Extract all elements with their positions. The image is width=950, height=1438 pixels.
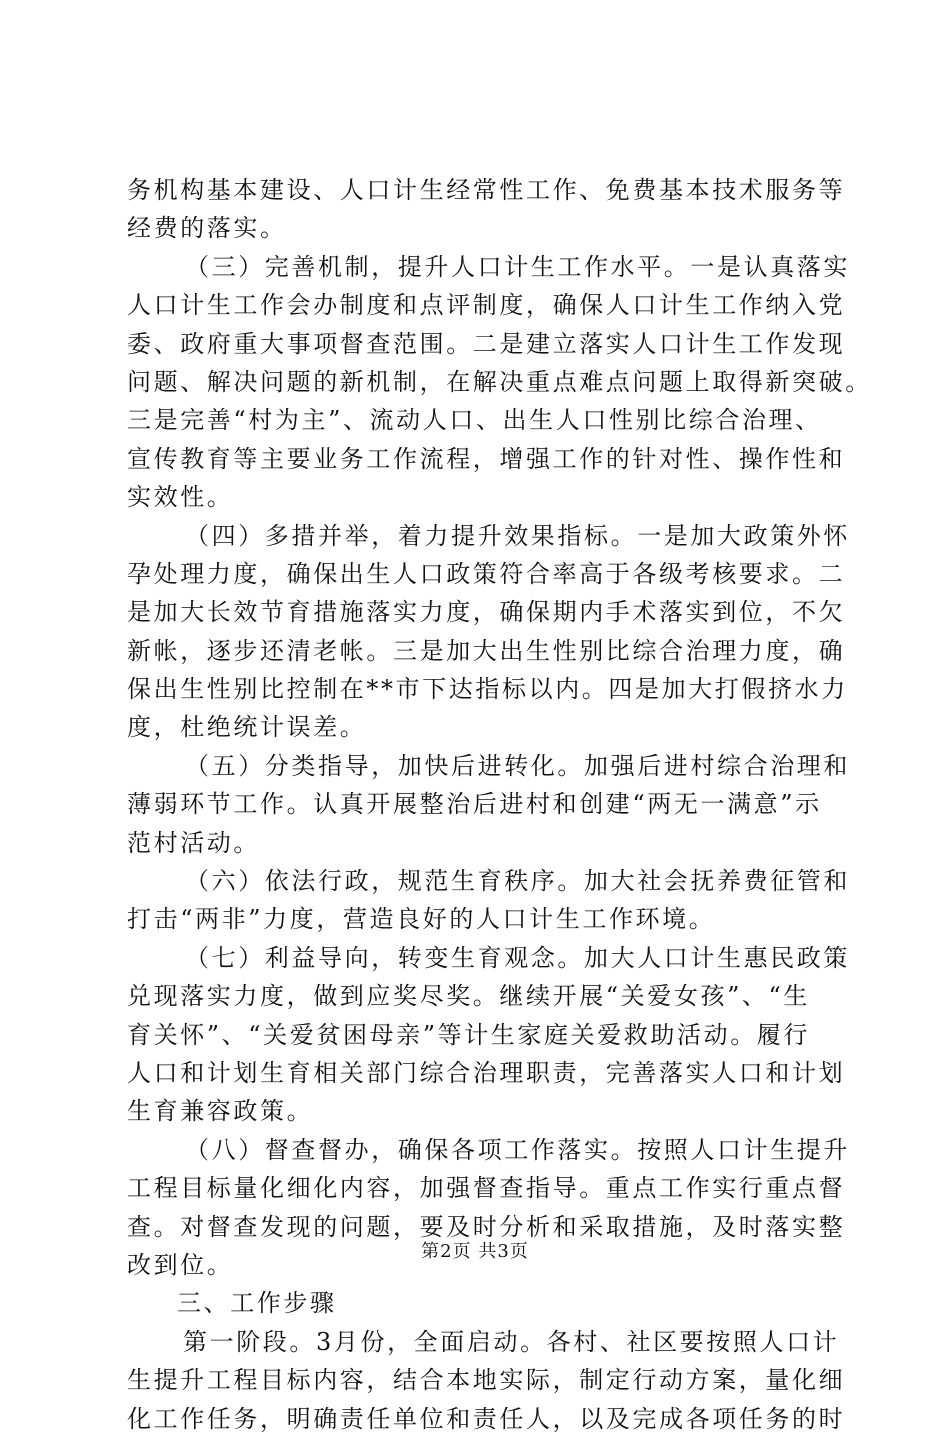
text-line: （八）督查督办，确保各项工作落实。按照人口计生提升 [185, 1135, 850, 1164]
text-line: 打击“两非”力度，营造良好的人口计生工作环境。 [127, 905, 716, 934]
text-line: 人口和计划生育相关部门综合治理职责，完善落实人口和计划 [127, 1058, 846, 1087]
text-line: （三）完善机制，提升人口计生工作水平。一是认真落实 [185, 252, 850, 281]
text-line: （四）多措并举，着力提升效果指标。一是加大政策外怀 [185, 521, 850, 550]
text-line: 查。对督查发现的问题，要及时分析和采取措施，及时落实整 [127, 1212, 846, 1241]
text-line: 育关怀”、“关爱贫困母亲”等计生家庭关爱救助活动。履行 [127, 1020, 811, 1049]
text-line: 新帐，逐步还清老帐。三是加大出生性别比综合治理力度，确 [127, 636, 846, 665]
text-line: 化工作任务，明确责任单位和责任人，以及完成各项任务的时 [127, 1404, 846, 1433]
text-line: 保出生性别比控制在**市下达指标以内。四是加大打假挤水力 [127, 675, 848, 704]
text-line: 孕处理力度，确保出生人口政策符合率高于各级考核要求。二 [127, 559, 846, 588]
text-line: 人口计生工作会办制度和点评制度，确保人口计生工作纳入党 [127, 291, 846, 320]
text-line: 生提升工程目标内容，结合本地实际，制定行动方案，量化细 [127, 1366, 846, 1395]
text-line: 兑现落实力度，做到应奖尽奖。继续开展“关爱女孩”、“生 [127, 982, 811, 1011]
text-line: 三是完善“村为主”、流动人口、出生人口性别比综合治理、 [127, 406, 822, 435]
text-line: 委、政府重大事项督查范围。二是建立落实人口计生工作发现 [127, 329, 846, 358]
text-line: 工程目标量化细化内容，加强督查指导。重点工作实行重点督 [127, 1174, 846, 1203]
text-line: 实效性。 [127, 483, 234, 512]
text-line: 度，杜绝统计误差。 [127, 713, 367, 742]
text-line: 务机构基本建设、人口计生经常性工作、免费基本技术服务等 [127, 176, 846, 204]
text-line: 宣传教育等主要业务工作流程，增强工作的针对性、操作性和 [127, 444, 846, 473]
page-footer: 第2页 共3页 [421, 1241, 529, 1262]
section-heading: 三、工作步骤 [177, 1289, 337, 1318]
text-line: 经费的落实。 [127, 214, 287, 243]
text-line: 改到位。 [127, 1250, 234, 1279]
text-line: （五）分类指导，加快后进转化。加强后进村综合治理和 [185, 751, 850, 780]
text-line: 薄弱环节工作。认真开展整治后进村和创建“两无一满意”示 [127, 790, 822, 819]
text-line: 第一阶段。3月份，全面启动。各村、社区要按照人口计 [183, 1327, 840, 1356]
text-line: 问题、解决问题的新机制，在解决重点难点问题上取得新突破。 [127, 367, 872, 396]
text-line: （七）利益导向，转变生育观念。加大人口计生惠民政策 [185, 943, 850, 972]
text-line: （六）依法行政，规范生育秩序。加大社会抚养费征管和 [185, 867, 850, 896]
text-line: 是加大长效节育措施落实力度，确保期内手术落实到位，不欠 [127, 598, 846, 627]
text-line: 生育兼容政策。 [127, 1097, 314, 1126]
text-line: 范村活动。 [127, 828, 260, 857]
